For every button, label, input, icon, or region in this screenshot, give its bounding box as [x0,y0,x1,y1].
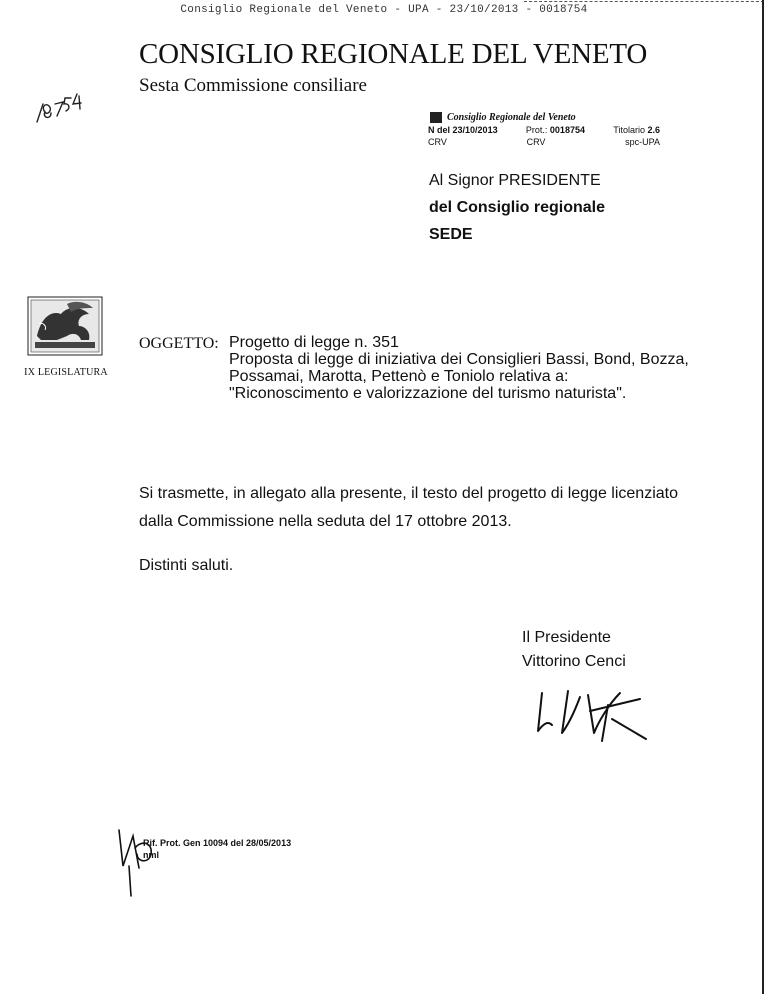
signatory-name: Vittorino Cenci [522,653,626,670]
oggetto-line-1: Progetto di legge n. 351 [229,334,399,351]
oggetto-line-2: Proposta di legge di iniziativa dei Consiglieri Bassi, Bond, Bozza, [229,351,689,368]
stamp-office: Consiglio Regionale del Veneto [428,112,660,124]
stamp-row-codes: CRV CRV spc-UPA [428,137,660,147]
closing-salutation: Distinti saluti. [139,557,234,574]
lion-emblem-icon [27,296,103,356]
legislatura-label: IX LEGISLATURA [24,367,108,378]
body-paragraph: Si trasmette, in allegato alla presente, il testo del progetto di legge licenziato dalla Commissione nella seduta del 17 ottobre 2013. [139,485,678,530]
addressee-line-2: del Consiglio regionale [429,199,606,216]
handwritten-number [33,82,113,132]
handwritten-signature [528,683,654,743]
addressee-block [429,167,605,248]
protocol-header-line: Consiglio Regionale del Veneto - UPA - 23/10/2013 - 0018754 [180,4,588,16]
scan-edge-line [762,0,764,994]
protocol-stamp [428,112,660,148]
document-subtitle: Sesta Commissione consiliare [139,75,367,96]
reference-protocol: Rif. Prot. Gen 10094 del 28/05/2013 [143,838,292,848]
oggetto-line-4: "Riconoscimento e valorizzazione del turismo naturista". [229,385,627,402]
document-title: CONSIGLIO REGIONALE DEL VENETO [139,38,648,70]
oggetto-text [229,334,749,402]
stamp-logo-icon [430,112,442,123]
oggetto-line-3: Possamai, Marotta, Pettenò e Toniolo relativa a: [229,368,569,385]
addressee-line-3: SEDE [429,226,473,243]
reference-note [143,837,291,861]
oggetto-label: OGGETTO: [139,335,219,352]
signatory-role: Il Presidente [522,629,611,646]
top-dashed-rule [524,1,764,2]
stamp-row-numbers: N del 23/10/2013 Prot.: 0018754 Titolario 2.6 [428,125,660,135]
signatory-block [522,626,626,674]
reference-initials: nml [143,850,160,860]
addressee-line-1: Al Signor PRESIDENTE [429,172,601,189]
